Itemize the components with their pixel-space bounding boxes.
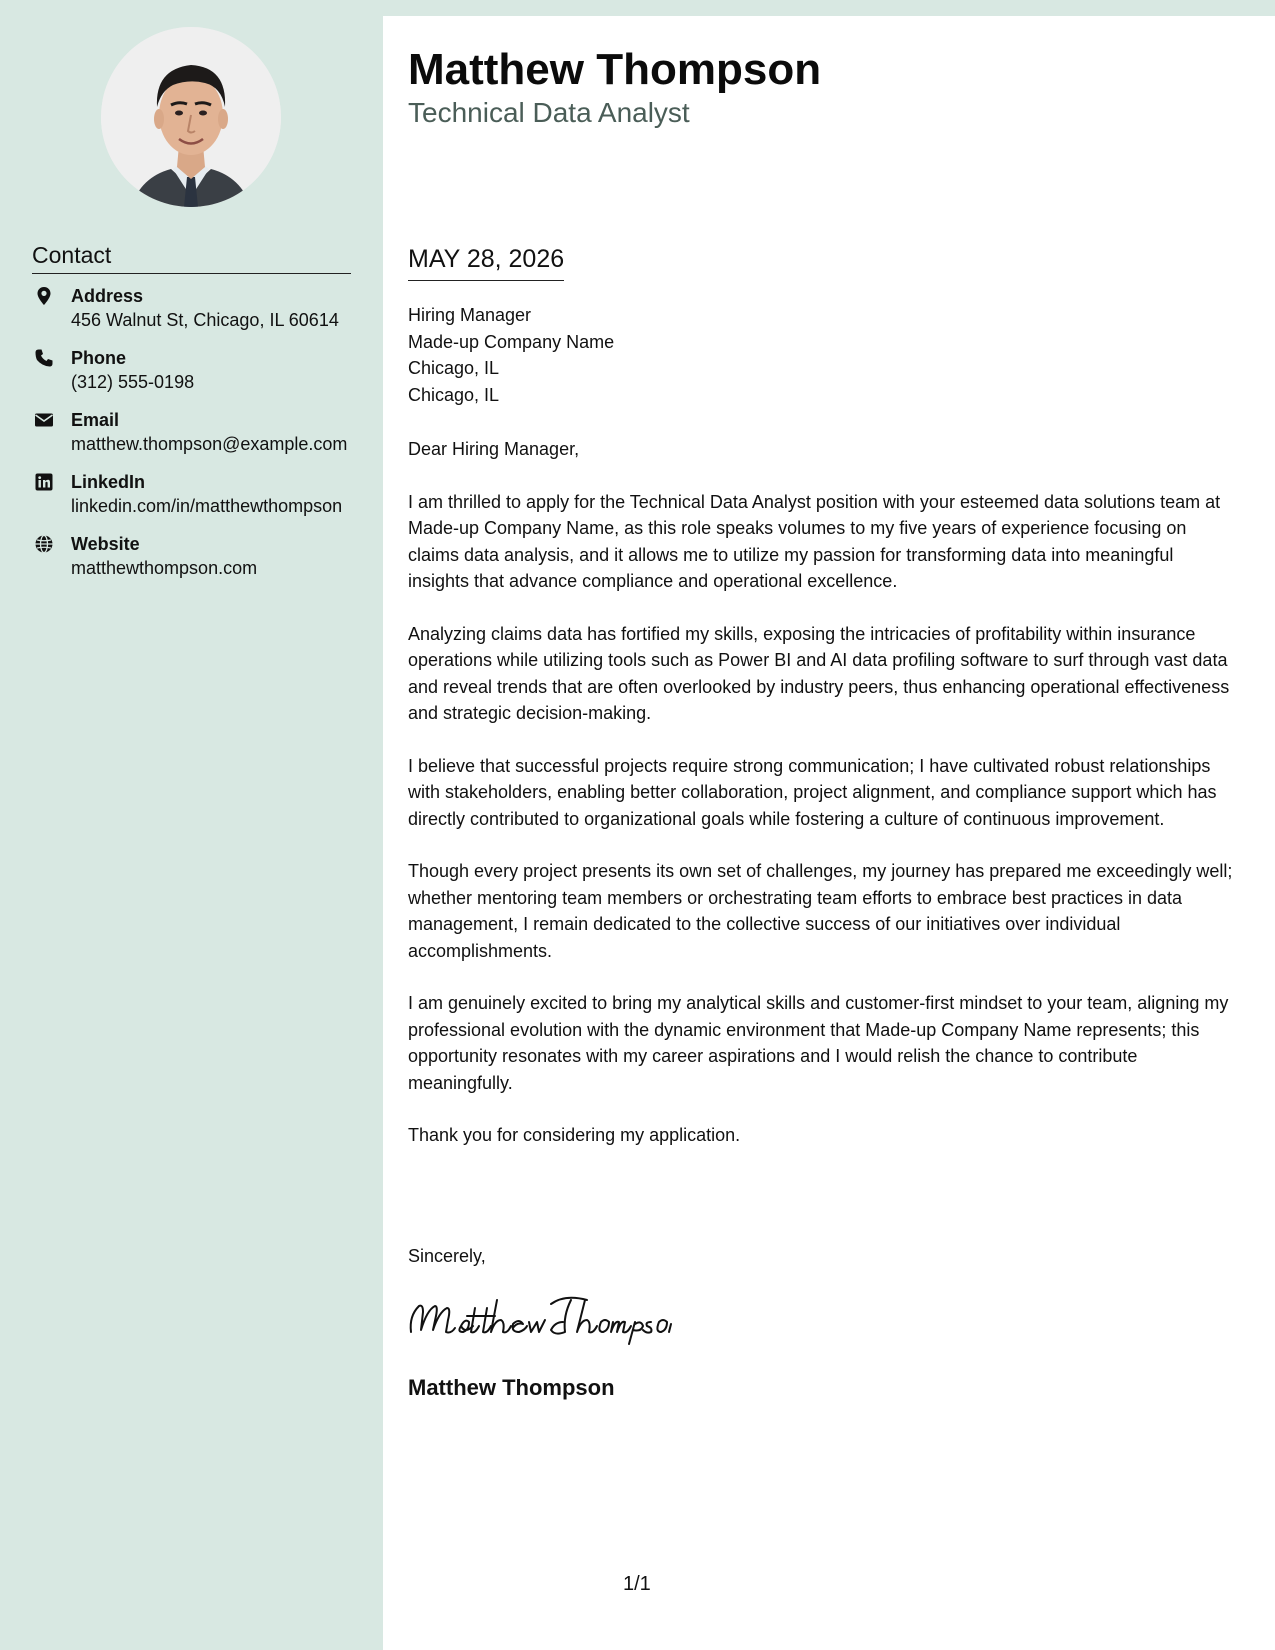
contact-item-email — [32, 408, 352, 457]
contact-label: Address — [71, 286, 144, 306]
recipient-block — [408, 302, 614, 408]
avatar — [101, 27, 281, 207]
linkedin-icon — [34, 472, 54, 492]
phone-value: (312) 555-0198 — [71, 372, 195, 392]
letter-paragraph: Thank you for considering my application. — [408, 1125, 741, 1145]
contact-label: Phone — [71, 348, 127, 368]
header-name: Matthew Thompson — [408, 45, 822, 94]
contact-item-linkedin — [32, 470, 352, 519]
phone-icon — [34, 348, 54, 368]
recipient-line: Hiring Manager — [408, 305, 532, 325]
avatar-portrait-icon — [101, 27, 281, 207]
letter-paragraph: I believe that successful projects require strong communication; I have cultivated robust relationships with stakeholders, enabling better collaboration, project alignment, and compliance support which has directly contributed to organizational goals while fostering a culture of continuous improvement. — [408, 755, 1217, 829]
header-job-title: Technical Data Analyst — [408, 97, 690, 128]
contact-item-website — [32, 532, 352, 581]
contact-label: Email — [71, 410, 120, 430]
address-value: 456 Walnut St, Chicago, IL 60614 — [71, 310, 339, 330]
signed-name: Matthew Thompson — [408, 1375, 615, 1400]
salutation: Dear Hiring Manager, — [408, 439, 580, 459]
contact-heading: Contact — [32, 240, 351, 274]
contact-item-address — [32, 284, 352, 333]
contact-label: Website — [71, 534, 140, 554]
email-value[interactable]: matthew.thompson@example.com — [71, 434, 348, 454]
letter-body — [408, 436, 1238, 1175]
website-value[interactable]: matthewthompson.com — [71, 558, 258, 578]
contact-label: LinkedIn — [71, 472, 146, 492]
signature-image — [405, 1286, 675, 1346]
recipient-line: Made-up Company Name — [408, 331, 615, 352]
map-pin-icon — [34, 286, 54, 306]
envelope-icon — [34, 410, 54, 430]
handwritten-signature — [405, 1286, 675, 1346]
recipient-line: Chicago, IL — [408, 358, 500, 378]
letter-paragraph: Though every project presents its own set of challenges, my journey has prepared me exceedingly well; whether mentoring team members or orchestrating team efforts to embrace best practices in data management, I remain dedicated to the collective success of our initiatives over individual accomplishments. — [408, 861, 1233, 961]
letter-date: MAY 28, 2026 — [408, 243, 564, 281]
letter-paragraph: I am thrilled to apply for the Technical Data Analyst position with your esteemed data solutions team at Made-up Company Name, as this role speaks volumes to my five years of experience focusing on claims data analysis, and it allows me to utilize my passion for transforming data into meaningful insights that advance compliance and operational excellence. — [408, 491, 1221, 591]
letter-main — [383, 16, 1275, 1650]
linkedin-value[interactable]: linkedin.com/in/matthewthompson — [71, 496, 343, 516]
closing: Sincerely, — [408, 1246, 486, 1266]
page-number: 1/1 — [623, 1573, 651, 1595]
recipient-line: Chicago, IL — [408, 384, 500, 405]
contact-item-phone — [32, 346, 352, 395]
globe-icon — [34, 534, 54, 554]
letter-paragraph: I am genuinely excited to bring my analytical skills and customer-first mindset to your team, aligning my professional evolution with the dynamic environment that Made-up Company Name represents; this opportunity resonates with my career aspirations and I would relish the chance to contribute meaningfully. — [408, 993, 1229, 1093]
letter-paragraph: Analyzing claims data has fortified my skills, exposing the intricacies of profitability within insurance operations while utilizing tools such as Power BI and AI data profiling software to surf through vast data and reveal trends that are often overlooked by industry peers, thus enhancing operational effectiveness and strategic decision-making. — [408, 623, 1230, 723]
contact-list — [32, 284, 352, 594]
sidebar — [0, 0, 383, 1650]
